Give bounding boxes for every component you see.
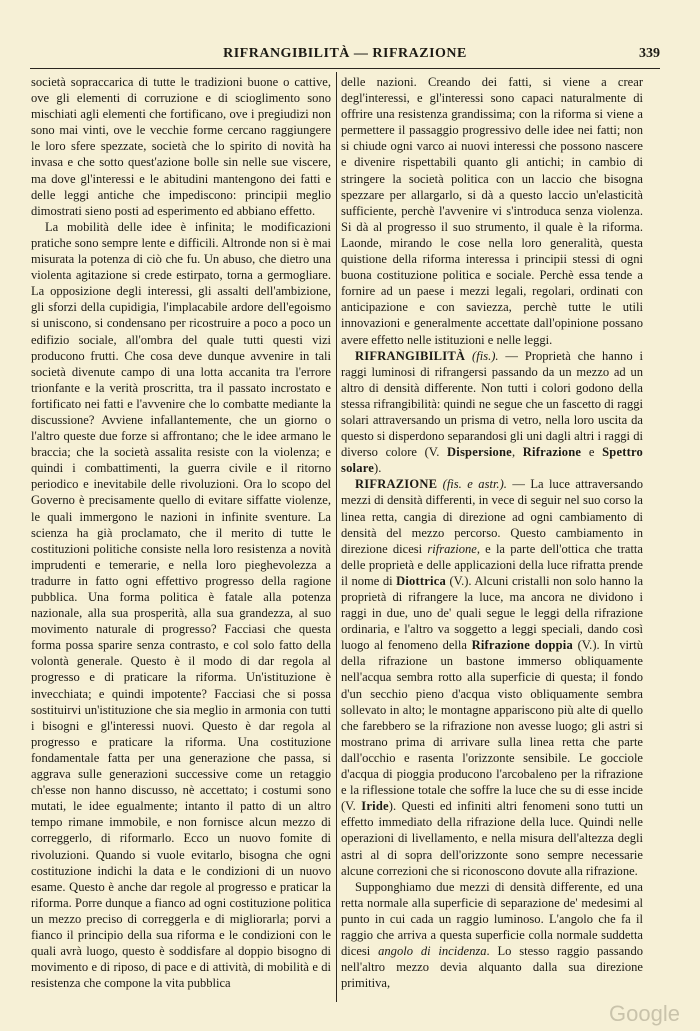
paragraph [341, 879, 643, 992]
cross-reference: Rifrazione [522, 445, 582, 460]
cross-reference: Rifrazione doppia [471, 638, 573, 653]
paragraph: La mobilità delle idee è infinita; le modificazioni pratiche sono sempre lente e difficili. Altronde non si è mai misurata la potenza di ciò che fu. Un abuso, che dietro una violenta agitazione si crede estirpato, torna a germogliare. La opposizione degli interessi, gli assalti dell'ambizione, gli sforzi della cupidigia, l'implacabile ardore dell'egoismo si uniscono, si condensano per ricostruire a poco a poco un edifizio sociale, all'ombra del quale tutti questi vizi producono frutti. Che cosa deve dunque avvenire in tali società divenute campo di una lotta accanita tra l'errore trionfante e la verità proscritta, tra il passato incrostato e fortificato nei fatti e l'avvenire che lo combatte mediante la discussione? Avviene infallantemente, che un giorno o l'altro queste due forze si affrontano; che le idee armano le braccia; che la società assalita resiste con la violenza; e quindi i combattimenti, la guerra civile e il ritorno periodico e inevitabile delle rivoluzioni. Ora lo scopo del Governo è precisamente quello di evitare siffatte violenze, le quali immergono le nazioni in infinite sventure. La scienza ha già proclamato, che il merito di tutte le costituzioni politiche consiste nella loro resistenza a novità imprudenti e temerarie, e nella loro pieghevolezza a tradurre in fatto ogni effettivo progresso della ragione pubblica. Una forma politica è fatale alla potenza nazionale, alla sua prosperità, alla sua grandezza, al suo movimento naturale di progresso? Facciasi che questa forma possa sparire senza contrasto, e col solo fatto della volontà generale. Questo è il modo di dar regola al progresso e di praticare la riforma. Un'istituzione è invecchiata; e quindi impotente? Facciasi che si possa sostituirvi un'istituzione che sia meglio in armonia con tutti i bisogni e gl'interessi nuovi. Questo è dar regola al progresso e praticare la riforma. Una costituzione fondamentale fatta per una generazione che passa, si aggrava sulle generazioni successive come un retaggio ch'esse non hanno discusso, nè accettato; i costumi sono mutati, le idee egualmente; intanto il patto di un altro tempo rimane immobile, e non fornisce alcun mezzo di correggerlo, di riformarlo. Ecco un nuovo fomite di rivoluzioni. Quando si vuole evitarlo, bisogna che ogni costituzione indichi la data e le condizioni di un nuovo esame. Questo è anche dar regole al progresso e praticar la riforma. Porre dunque a fianco ad ogni costituzione politica un mezzo preciso di correggerla e di migliorarla; porvi a fianco il principio della sua riforma e le condizioni con le quali avrà luogo, questo è soddisfare al doppio bisogno di movimento e di riposo, di pace e di attività, di mobilità e di resistenza che compone la vita pubblica [31, 219, 331, 991]
entry-text: (V.). Alcuni cristalli non solo hanno la proprietà di rifrangere la luce, ma ancora ne dividono i raggi in due, uno de' quali segue le leggi della rifrazione ordinaria, e l'altro va soggetto a leggi speciali, dando così luogo al fenomeno della [341, 573, 643, 653]
entry-term: RIFRAZIONE [355, 477, 438, 492]
header-rule [30, 68, 660, 69]
entry-text: — Proprietà che hanno i raggi luminosi di rifrangersi passando da un mezzo ad un altro di densità differente. Non tutti i colori godono della stessa rifrangibilità: quindi ne segue che un fascetto di raggi solari attraversando un prisma di vetro, nella loro uscita da questo si disperdono separandosi gli uni dagli altri i raggi di diverso colore (V. [341, 348, 643, 460]
watermark: Google [609, 1001, 680, 1026]
conjunction: e [588, 445, 595, 460]
entry-text: (V.). In virtù della rifrazione un bastone immerso obliquamente nell'acqua sembra rotto alla superficie di questa; il fondo d'un secchio pieno d'acqua visto obliquamente sembra sollevato in alto; le montagne appariscono più alte di quello che farebbero se la rifrazione non avesse luogo; gli astri si mostrano prima di arrivare sulla linea retta che parte dall'occhio e rasenta l'orizzonte sensibile. Le gocciole d'acqua di pioggia producono l'arcobaleno per la rifrazione e la riflessione totale che soffre la luce che su di esse incide (V. [341, 638, 643, 814]
right-column [341, 74, 643, 1004]
entry-text: , e la parte dell'ottica che tratta delle proprietà e delle applicazioni della luce rifratta prende il nome di [341, 541, 643, 588]
entry-rifrangibilita [341, 348, 643, 477]
cross-reference: Diottrica [396, 573, 446, 588]
cross-reference: Iride [361, 799, 389, 814]
entry-end: ). [374, 461, 382, 476]
cross-reference: Spettro solare [341, 445, 643, 476]
left-column [31, 74, 331, 1004]
entry-text: ). Questi ed infiniti altri fenomeni sono tutti un effetto immediato della rifrazione della luce. Quindi nelle operazioni di livellamento, e nella misura dell'altezza degli astri al di sopra dell'orizzonte sono sempre necessarie alcune correzioni che si riconoscono dovute alla rifrazione. [341, 799, 643, 878]
running-header [30, 46, 660, 66]
paragraph: delle nazioni. Creando dei fatti, si viene a crear degl'interessi, e gl'interessi sono capaci naturalmente di offrire una resistenza grandissima; con la riforma si viene a permettere il passaggio progressivo delle idee nei fatti; non si chiude ogni varco ai nuovi interessi che possono nascere e divenire rispettabili quanto gli antichi; in cambio di stringere la società politica con un laccio che bisogna spezzare per allargarlo, si dà a questo laccio un'elasticità sufficiente, perchè l'avvenire vi s'introduca senza violenza. Si dà al progresso il suo strumento, il quale è la riforma. Laonde, mirando le cose nella loro generalità, questa quistione della riforma interessa i principii stessi di ogni buona costituzione politica e sociale. Perchè essa tende a fornire ad un paese i mezzi legali, regolari, ordinati con anticipazione e con saviezza, perchè tutte le utili innovazioni e generalmente accettate dall'opinione possano avere effetto nelle istituzioni e nelle leggi. [341, 75, 643, 347]
page-number: 339 [639, 46, 660, 61]
paragraph: società sopraccarica di tutte le tradizioni buone o cattive, ove gli elementi di corruzione e di scioglimento sono mischiati agli elementi che fortificano, ove i pregiudizi non sono mai vinti, ove le vecchie forme cercano raggiungere le loro sfere spezzate, società che lo spirito di novità ha invasa e che sotto quest'azione bolle sin nelle sue viscere, ma dove gl'interessi e le abitudini mantengono dei fatti e delle leggi antiche che impediscono: principii meglio dimostrati sieno posti ad esperimento ed abbiano effetto. [31, 75, 331, 218]
paragraph-text: . Lo stesso raggio passando nell'altro mezzo devia alquanto dalla sua direzione primitiva, [341, 944, 643, 991]
entry-abbr: (fis. e astr.). [442, 477, 507, 492]
italic-term: angolo di incidenza [378, 944, 487, 959]
separator: , [511, 445, 516, 460]
italic-term: rifrazione [427, 541, 477, 556]
entry-rifrazione [341, 476, 643, 878]
column-divider [336, 72, 337, 1002]
cross-reference: Dispersione [447, 445, 512, 460]
entry-abbr: (fis.). [472, 348, 499, 363]
header-title: RIFRANGIBILITÀ — RIFRAZIONE [223, 46, 467, 61]
entry-term: RIFRANGIBILITÀ [355, 348, 466, 363]
paragraph-text: Supponghiamo due mezzi di densità differente, ed una retta normale alla superficie di separazione de' medesimi al punto in cui cada un raggio luminoso. L'angolo che fa il raggio che arriva a questa superficie colla normale suddetta dicesi [341, 879, 643, 959]
entry-text: — La luce attraversando mezzi di densità differenti, in vece di seguir nel suo corso la linea retta, cangia di direzione ad ogni cambiamento di densità del mezzo percorso. Questo cambiamento in direzione dicesi [341, 477, 643, 556]
